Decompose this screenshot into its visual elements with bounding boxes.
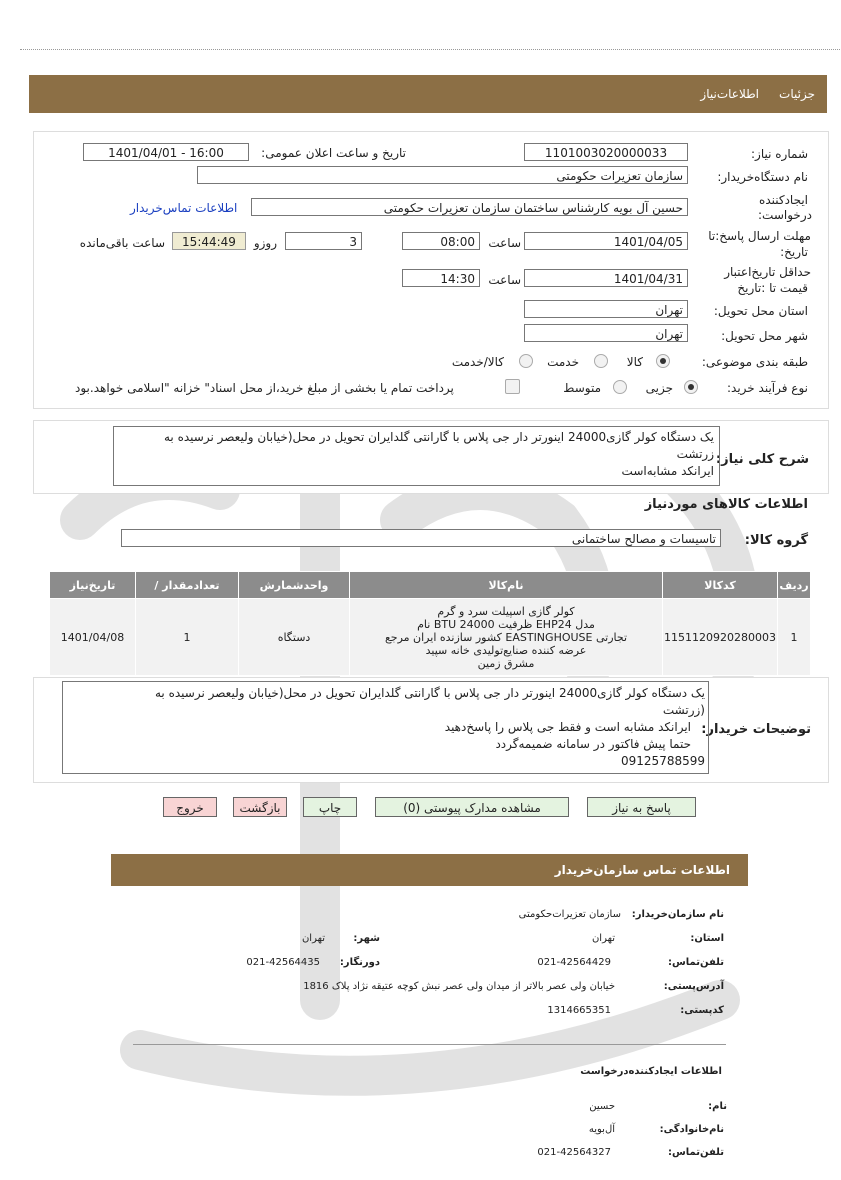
row-name-line-3: تجارتی EASTINGHOUSE کشور سازنده ایران مرجع xyxy=(384,630,628,644)
category-goods-service-label: کالا/خدمت xyxy=(451,355,504,369)
creator-family-value: آل‌بویه xyxy=(588,1124,615,1135)
buyer-notes-line-3: ایرانکد مشابه است و فقط جی پلاس را پاسخ‌دهید xyxy=(444,720,691,734)
buyer-notes-box xyxy=(62,681,709,774)
title-bar xyxy=(29,75,827,113)
process-medium-label: متوسط xyxy=(563,381,601,395)
header-date: تاریخ‌نیاز xyxy=(50,572,136,599)
validity-date-field: 1401/04/31 xyxy=(524,269,688,287)
contact-fax-label: دورنگار: xyxy=(339,957,380,968)
contact-address-value: خیابان ولی عصر بالاتر از میدان ولی عصر نبش کوچه عتیقه نژاد پلاک 1816 xyxy=(303,981,615,992)
buyer-notes-label: توضیحات خریدار: xyxy=(701,722,811,737)
creator-label-2: درخواست: xyxy=(758,208,812,222)
remaining-label: ساعت باقی‌مانده xyxy=(79,236,165,250)
process-label: نوع فرآیند خرید: xyxy=(727,381,808,395)
buyer-notes-line-4: حتما پیش فاکتور در سامانه ضمیمه‌گردد xyxy=(495,737,691,751)
header-code: کدکالا xyxy=(663,572,778,599)
description-line-1: یک دستگاه کولر گازی24000 اینورتر دار جی پلاس با گارانتی گلدایران تحویل در محل(خیابان ولیعصر نرسیده به xyxy=(164,430,714,444)
days-field: 3 xyxy=(285,232,362,250)
remaining-time: 15:44:49 xyxy=(172,232,246,250)
province-field: تهران xyxy=(524,300,688,318)
header-unit: واحدشمارش xyxy=(239,572,350,599)
city-field: تهران xyxy=(524,324,688,342)
category-goods-label: کالا xyxy=(626,355,643,369)
announce-datetime-field: 1401/04/01 - 16:00 xyxy=(83,143,249,161)
category-service-label: خدمت xyxy=(547,355,579,369)
contact-province-value: تهران xyxy=(591,933,615,944)
goods-table xyxy=(49,571,811,676)
validity-time-field: 14:30 xyxy=(402,269,480,287)
city-label: شهر محل تحویل: xyxy=(721,329,808,343)
buyer-notes-line-5: 09125788599 xyxy=(621,754,705,768)
contact-city-value: تهران xyxy=(301,933,325,944)
buyer-notes-line-2: (زرتشت xyxy=(662,703,705,717)
buyer-notes-line-1: یک دستگاه کولر گازی24000 اینورتر دار جی پلاس با گارانتی گلدایران تحویل در محل(خیابان ولیعصر نرسیده به xyxy=(155,686,705,700)
creator-name-value: حسین xyxy=(589,1101,615,1112)
top-divider xyxy=(20,49,840,50)
contact-province-label: استان: xyxy=(690,933,724,944)
validity-label-1: حداقل تاریخ‌اعتبار xyxy=(724,265,811,279)
creator-label-1: ایجادکننده xyxy=(759,193,808,207)
description-label: شرح کلی نیاز: xyxy=(715,452,809,467)
row-name-line-5: مشرق زمین xyxy=(477,656,535,670)
creator-family-label: نام‌خانوادگی: xyxy=(659,1124,724,1135)
treasury-payment-note: پرداخت تمام یا بخشی از مبلغ خرید،از محل اسناد" خزانه "اسلامی خواهد.بود xyxy=(75,381,454,395)
validity-time-label: ساعت xyxy=(488,273,521,287)
contact-divider xyxy=(133,1044,726,1045)
deadline-time-label: ساعت xyxy=(488,236,521,250)
deadline-label-1: مهلت ارسال پاسخ:تا xyxy=(708,229,811,243)
category-goods-service-radio[interactable] xyxy=(519,354,533,368)
header-index: ردیف xyxy=(778,572,811,599)
header-qty: تعدادمقدار / xyxy=(136,572,239,599)
process-medium-radio[interactable] xyxy=(613,380,627,394)
need-number-label: شماره نیاز: xyxy=(751,147,808,161)
category-goods-radio[interactable] xyxy=(656,354,670,368)
row-name-line-1: کولر گازی اسپیلت سرد و گرم xyxy=(437,604,575,618)
treasury-payment-checkbox[interactable] xyxy=(505,379,520,394)
category-service-radio[interactable] xyxy=(594,354,608,368)
row-name-line-2: مدل EHP24 ظرفیت BTU 24000 نام xyxy=(417,617,595,631)
creator-phone-label: تلفن‌تماس: xyxy=(667,1147,724,1158)
description-box xyxy=(113,426,720,486)
row-name xyxy=(350,599,663,676)
creator-name-label: نام: xyxy=(708,1101,727,1112)
view-attachments-button[interactable]: مشاهده مدارک پیوستی (0) xyxy=(375,797,569,817)
contact-fax-value: 021-42564435 xyxy=(246,957,320,968)
creator-phone-value: 021-42564327 xyxy=(537,1147,611,1158)
deadline-time-field: 08:00 xyxy=(402,232,480,250)
contact-org-label: نام سازمان‌خریدار: xyxy=(631,909,724,920)
tab-details[interactable]: جزئیات xyxy=(779,87,815,101)
goods-section-title: اطلاعات کالاهای موردنیاز xyxy=(644,497,808,512)
description-line-2: زرتشت xyxy=(676,447,714,461)
exit-button[interactable]: خروج xyxy=(163,797,217,817)
tab-need-info[interactable]: اطلاعات‌نیاز xyxy=(700,87,759,101)
announce-label: تاریخ و ساعت اعلان عمومی: xyxy=(261,146,406,160)
contact-org-value: سازمان تعزیرات‌حکومتی xyxy=(518,909,621,920)
contact-address-label: آدرس‌پستی: xyxy=(663,981,724,992)
process-partial-radio[interactable] xyxy=(684,380,698,394)
row-date: 1401/04/08 xyxy=(50,599,136,676)
header-name: نام‌کالا xyxy=(350,572,663,599)
contact-phone-label: تلفن‌تماس: xyxy=(667,957,724,968)
creator-field: حسین آل بویه کارشناس ساختمان سازمان تعزیرات حکومتی xyxy=(251,198,688,216)
description-line-3: ایرانکد مشابه‌است xyxy=(621,464,714,478)
deadline-label-2: تاریخ: xyxy=(780,245,808,259)
need-number-field: 1101003020000033 xyxy=(524,143,688,161)
buyer-org-field: سازمان تعزیرات حکومتی xyxy=(197,166,688,184)
print-button[interactable]: چاپ xyxy=(303,797,357,817)
contact-phone-value: 021-42564429 xyxy=(537,957,611,968)
goods-group-label: گروه کالا: xyxy=(744,533,808,548)
contact-city-label: شهر: xyxy=(353,933,380,944)
contact-title-bar xyxy=(111,854,748,886)
contact-postal-value: 1314665351 xyxy=(547,1005,611,1016)
buyer-contact-link[interactable]: اطلاعات تماس‌خریدار xyxy=(130,201,238,215)
validity-label-2: قیمت تا :تاریخ xyxy=(737,281,808,295)
province-label: استان محل تحویل: xyxy=(713,304,808,318)
buyer-org-label: نام دستگاه‌خریدار: xyxy=(717,170,808,184)
respond-button[interactable]: پاسخ به نیاز xyxy=(587,797,696,817)
process-partial-label: جزیی xyxy=(645,381,673,395)
back-button[interactable]: بازگشت xyxy=(233,797,287,817)
days-label: روزو xyxy=(253,236,277,250)
table-row xyxy=(50,599,811,676)
row-index: 1 xyxy=(778,599,811,676)
creator-info-title: اطلاعات ایجادکننده‌درخواست xyxy=(580,1066,722,1077)
row-code: 1151120920280003 xyxy=(663,599,778,676)
row-unit: دستگاه xyxy=(239,599,350,676)
contact-postal-label: کدپستی: xyxy=(680,1005,724,1016)
category-label: طبقه بندی موضوعی: xyxy=(701,355,808,369)
deadline-date-field: 1401/04/05 xyxy=(524,232,688,250)
goods-table-header xyxy=(50,572,811,599)
goods-group-field: تاسیسات و مصالح ساختمانی xyxy=(121,529,721,547)
row-qty: 1 xyxy=(136,599,239,676)
contact-title: اطلاعات تماس سازمان‌خریدار xyxy=(554,863,730,877)
row-name-line-4: عرضه کننده صنایع‌تولیدی خانه سپید xyxy=(425,643,587,657)
